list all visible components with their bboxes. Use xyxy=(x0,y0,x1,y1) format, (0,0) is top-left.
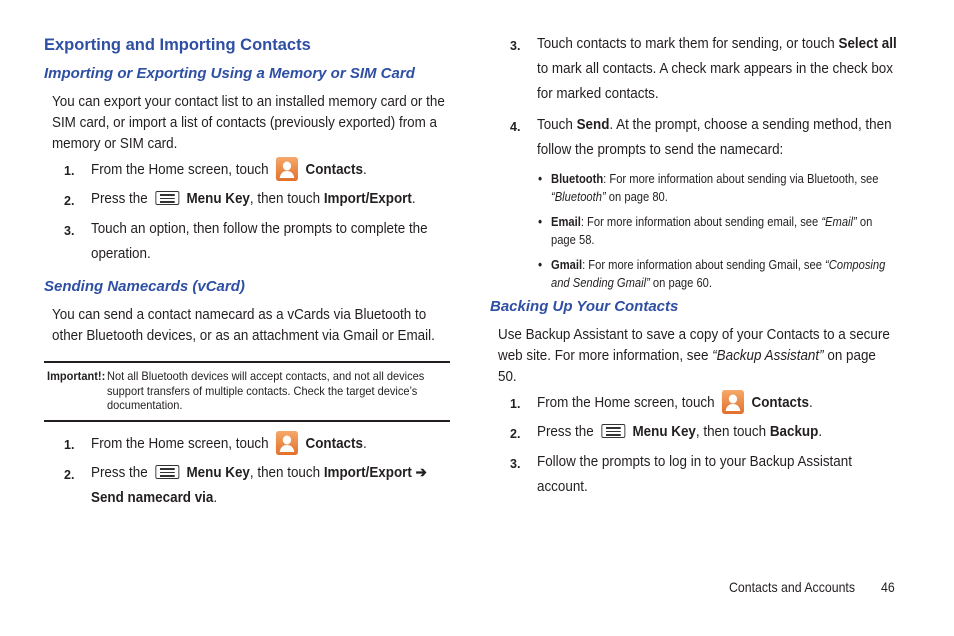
paragraph-text: on page 50. xyxy=(498,348,876,385)
step-number: 3. xyxy=(510,457,521,471)
step-item xyxy=(537,390,905,416)
bullet-text: on page 60. xyxy=(652,275,713,290)
step-item: Touch an option, then follow the prompts to complete the operation. xyxy=(91,221,428,262)
bullet-text: on page 58. xyxy=(551,214,873,247)
bullet-item: • Email: For more information about sending email, see “Email” on page 58. xyxy=(538,214,873,247)
step-number: 4. xyxy=(510,120,521,134)
step-number: 2. xyxy=(64,194,75,208)
step-bold: Contacts xyxy=(305,436,363,452)
step-bold: Send xyxy=(576,117,610,133)
section-heading-namecards: Sending Namecards (vCard) xyxy=(44,278,245,295)
bullet-bold: Email xyxy=(551,214,581,229)
step-item xyxy=(91,461,459,511)
step-number: 2. xyxy=(510,427,521,441)
step-bold: Import/Export xyxy=(323,191,412,207)
intro-paragraph-3 xyxy=(498,325,894,388)
bullet-bold: Bluetooth xyxy=(551,171,604,186)
cross-reference: “Email” xyxy=(821,214,857,229)
note-label: Important!: xyxy=(47,369,106,383)
cross-reference: “Bluetooth” xyxy=(551,189,606,204)
step-bold: Menu Key xyxy=(186,191,250,207)
step-item: Follow the prompts to log in to your Backup Assistant account. xyxy=(537,454,852,495)
step-text: Press the xyxy=(91,465,148,481)
contacts-app-icon xyxy=(276,431,298,455)
step-text: , then touch xyxy=(249,465,321,481)
step-bold: Contacts xyxy=(305,162,363,178)
step-item xyxy=(537,420,905,445)
step-text: , then touch xyxy=(249,191,321,207)
step-text: Touch xyxy=(537,117,573,133)
step-item xyxy=(91,157,459,183)
step-bold: Backup xyxy=(769,424,819,440)
step-text: From the Home screen, touch xyxy=(91,162,269,178)
step-text: From the Home screen, touch xyxy=(537,395,715,411)
step-bold: Select all xyxy=(838,36,897,52)
bullet-text: on page 80. xyxy=(608,189,668,204)
note-text: Not all Bluetooth devices will accept contacts, and not all devices support transfers of multiple contacts. Check the target device’s documentation. xyxy=(107,369,425,412)
footer-section-name: Contacts and Accounts xyxy=(729,579,856,595)
step-item xyxy=(91,431,459,457)
step-bold: Menu Key xyxy=(632,424,696,440)
bullet-bold: Gmail xyxy=(551,257,583,272)
step-number: 1. xyxy=(64,164,75,178)
step-number: 1. xyxy=(510,397,521,411)
step-text: . xyxy=(411,191,416,207)
step-text: , then touch xyxy=(695,424,767,440)
note-bottom-rule xyxy=(44,420,450,422)
bullet-text: : For more information about sending via Bluetooth, see xyxy=(603,171,879,186)
step-text: Press the xyxy=(91,191,148,207)
step-text: . xyxy=(213,490,218,506)
page-number: 46 xyxy=(881,579,895,595)
note-top-rule xyxy=(44,361,450,363)
step-number: 1. xyxy=(64,438,75,452)
step-number: 3. xyxy=(64,224,75,238)
bullet-text: : For more information about sending Gmail, see xyxy=(582,257,822,272)
step-text: . At the prompt, choose a sending method, then follow the prompts to send the namecard: xyxy=(537,117,892,158)
contacts-app-icon xyxy=(722,390,744,414)
contacts-app-icon xyxy=(276,157,298,181)
bullet-text: : For more information about sending email, see xyxy=(580,214,819,229)
bullet-item: • Bluetooth: For more information about sending via Bluetooth, see “Bluetooth” on page 80. xyxy=(538,171,879,204)
section-heading-backup: Backing Up Your Contacts xyxy=(490,298,679,315)
intro-paragraph-1: You can export your contact list to an installed memory card or the SIM card, or import a list of contacts (previously exported) from a memory or SIM card. xyxy=(52,94,445,152)
paragraph-text: Use Backup Assistant to save a copy of your Contacts to a secure web site. For more information, see xyxy=(498,327,890,364)
step-number: 2. xyxy=(64,468,75,482)
step-text: . xyxy=(818,424,823,440)
step-text: From the Home screen, touch xyxy=(91,436,269,452)
page-title: Exporting and Importing Contacts xyxy=(44,36,311,54)
cross-reference: “Composing and Sending Gmail” xyxy=(551,257,886,290)
step-bold: Contacts xyxy=(751,395,809,411)
step-item xyxy=(91,187,459,212)
intro-paragraph-2: You can send a contact namecard as a vCards via Bluetooth to other Bluetooth devices, or as an attachment via Gmail or Email. xyxy=(52,307,435,344)
bullet-item: • Gmail: For more information about sending Gmail, see “Composing and Sending Gmail” on page 60. xyxy=(538,257,886,290)
step-text: . xyxy=(808,395,813,411)
menu-key-icon xyxy=(601,424,625,438)
step-text: . xyxy=(362,162,367,178)
step-text: . xyxy=(362,436,367,452)
step-number: 3. xyxy=(510,39,521,53)
step-text: Touch contacts to mark them for sending, or touch xyxy=(537,36,835,52)
menu-key-icon xyxy=(155,465,179,479)
cross-reference: “Backup Assistant” xyxy=(712,348,824,364)
step-item xyxy=(537,32,905,107)
menu-key-icon xyxy=(155,191,179,205)
step-bold: Menu Key xyxy=(186,465,250,481)
step-text: Press the xyxy=(537,424,594,440)
step-bold: Import/Export ➔ Send namecard via xyxy=(91,465,427,506)
step-text: to mark all contacts. A check mark appears in the check box for marked contacts. xyxy=(537,61,893,102)
step-item xyxy=(537,113,905,163)
section-heading-memory-sim: Importing or Exporting Using a Memory or SIM Card xyxy=(44,65,415,82)
